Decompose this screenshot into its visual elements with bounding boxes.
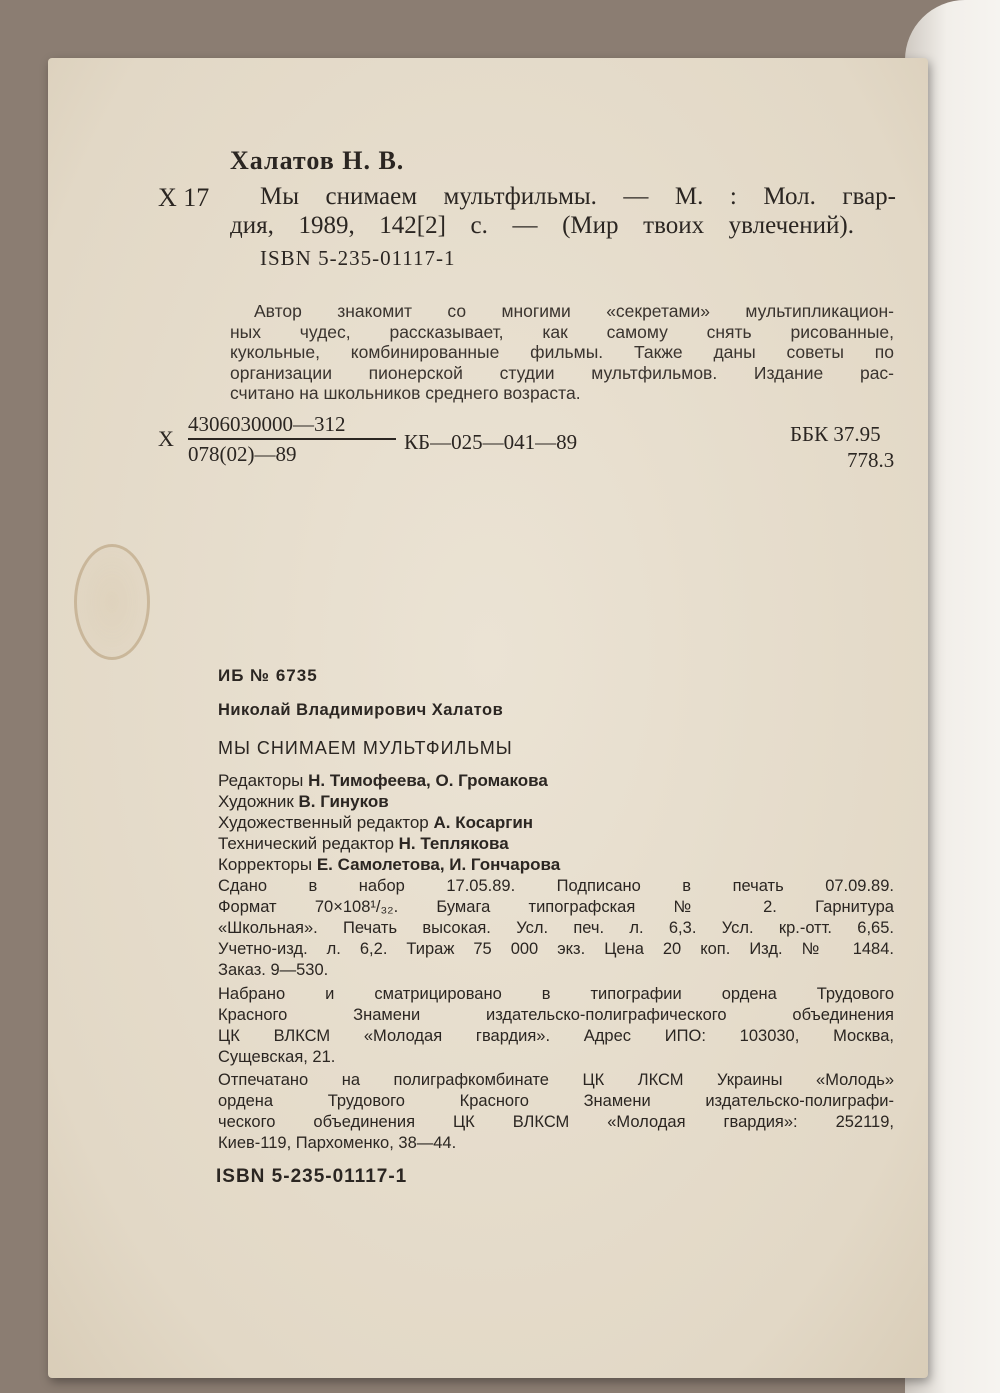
fraction-line [188,438,396,440]
production-line: Учетно-изд. л. 6,2. Тираж 75 000 экз. Цена 20 коп. Изд. № 1484. [218,940,894,958]
credit-names: Е. Самолетова, И. Гончарова [316,855,561,874]
classification-denominator: 078(02)—89 [188,442,297,466]
typeset-info [218,984,894,1068]
annotation-line: организации пионерской студии мультфильмов. Издание рас- [230,362,894,383]
credit-line [218,770,560,791]
production-line: «Школьная». Печать высокая. Усл. печ. л. 6,3. Усл. кр.-отт. 6,65. [218,919,894,937]
classification-letter: Х [158,426,174,451]
credit-names: Н. Теплякова [398,834,509,853]
annotation-line: считано на школьников среднего возраста. [230,383,581,403]
credit-role: Художник [218,792,294,811]
printed-line: ческого объединения ЦК ВЛКСМ «Молодая гвардия»: 252119, [218,1113,894,1131]
printed-info [218,1070,894,1154]
coffee-stain [74,544,150,660]
index-code: Х 17 [158,183,210,212]
classification-kb: КБ—025—041—89 [404,430,578,454]
production-line: Заказ. 9—530. [218,961,329,979]
author-heading: Халатов Н. В. [230,146,405,175]
annotation-line: кукольные, комбинированные фильмы. Также даны советы по [230,342,894,362]
credits [218,770,560,875]
book-page [48,58,928,1378]
typeset-line: Красного Знамени издательско-полиграфического объединения [218,1006,894,1024]
annotation [230,301,894,404]
credit-line [218,812,560,833]
bbk-code-1: ББК 37.95 [790,422,881,446]
typeset-line: ЦК ВЛКСМ «Молодая гвардия». Адрес ИПО: 103030, Москва, [218,1027,894,1045]
credit-line [218,833,560,854]
credit-role: Корректоры [218,855,313,874]
credit-names: В. Гинуков [298,792,389,811]
credit-role: Художественный редактор [218,813,429,832]
credit-names: Н. Тимофеева, О. Громакова [308,771,548,790]
typeset-line: Сущевская, 21. [218,1048,336,1066]
annotation-line: Автор знакомит со многими «секретами» мультипликацион- [254,301,894,321]
full-author-name: Николай Владимирович Халатов [218,701,504,719]
bbk-code-2: 778.3 [847,448,895,472]
production-info [218,876,894,981]
credit-line [218,854,560,875]
credit-role: Редакторы [218,771,304,790]
credit-names: А. Косаргин [433,813,534,832]
printed-line: Киев-119, Пархоменко, 38—44. [218,1134,457,1152]
classification-numerator: 4306030000—312 [188,412,346,436]
ib-number: ИБ № 6735 [218,666,318,685]
printed-line: ордена Трудового Красного Знамени издательско-полиграфи- [218,1092,894,1110]
production-line: Формат 70×108¹/₃₂. Бумага типографская № 2. Гарнитура [218,898,894,916]
annotation-line: ных чудес, рассказывает, как самому снять рисованные, [230,321,894,342]
credit-line [218,791,560,812]
catalog-line-1: Мы снимаем мультфильмы. — М. : Мол. гвар- [260,183,896,210]
production-line: Сдано в набор 17.05.89. Подписано в печать 07.09.89. [218,877,894,895]
bottom-isbn: ISBN 5-235-01117-1 [216,1166,408,1187]
catalog-isbn: ISBN 5-235-01117-1 [260,246,456,270]
printed-line: Отпечатано на полиграфкомбинате ЦК ЛКСМ Украины «Молодь» [218,1071,894,1089]
title-caps: МЫ СНИМАЕМ МУЛЬТФИЛЬМЫ [218,738,513,758]
catalog-line-2: дия, 1989, 142[2] с. — (Мир твоих увлечений). [230,212,854,239]
typeset-line: Набрано и сматрицировано в типографии ордена Трудового [218,985,894,1003]
credit-role: Технический редактор [218,834,394,853]
